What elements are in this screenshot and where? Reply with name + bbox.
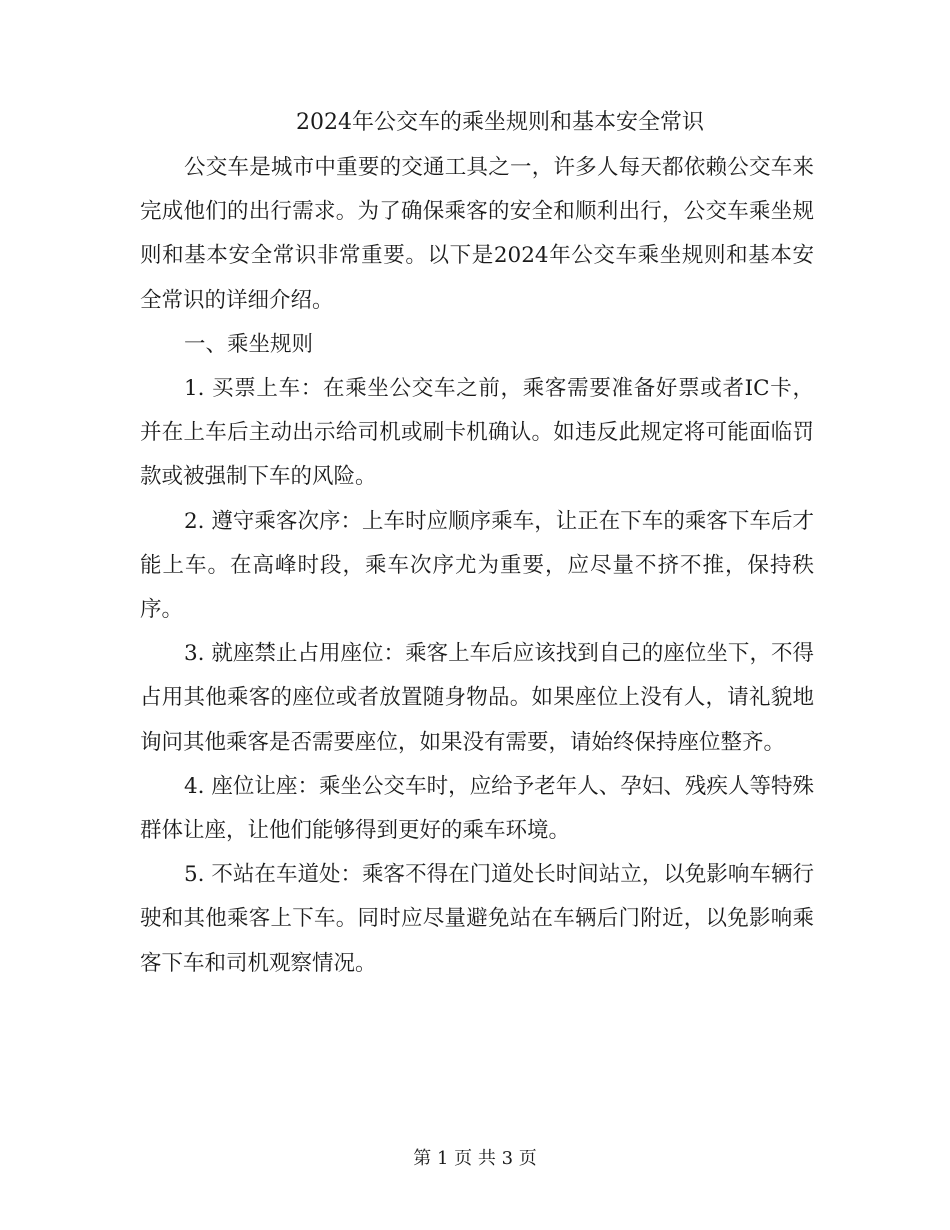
rule-4-paragraph: 4. 座位让座：乘坐公交车时，应给予老年人、孕妇、残疾人等特殊群体让座，让他们能够得到更好的乘车环境。 [140,773,814,844]
rule-1-paragraph: 1. 买票上车：在乘坐公交车之前，乘客需要准备好票或者IC卡，并在上车后主动出示给司机或刷卡机确认。如违反此规定将可能面临罚款或被强制下车的风险。 [140,376,814,490]
rule-5-paragraph: 5. 不站在车道处：乘客不得在门道处长时间站立，以免影响车辆行驶和其他乘客上下车。同时应尽量避免站在车辆后门附近，以免影响乘客下车和司机观察情况。 [140,862,814,976]
intro-paragraph: 公交车是城市中重要的交通工具之一，许多人每天都依赖公交车来完成他们的出行需求。为了确保乘客的安全和顺利出行，公交车乘坐规则和基本安全常识非常重要。以下是2024年公交车乘坐规则和基本安全常识的详细介绍。 [140,155,814,313]
rule-2-paragraph: 2. 遵守乘客次序：上车时应顺序乘车，让正在下车的乘客下车后才能上车。在高峰时段，乘车次序尤为重要，应尽量不挤不推，保持秩序。 [140,508,814,623]
document-body [140,146,814,986]
section-heading-riding-rules: 一、乘坐规则 [184,331,314,357]
page-number-footer: 第 1 页 共 3 页 [413,1148,537,1169]
rule-3-paragraph: 3. 就座禁止占用座位：乘客上车后应该找到自己的座位坐下，不得占用其他乘客的座位或者放置随身物品。如果座位上没有人，请礼貌地询问其他乘客是否需要座位，如果没有需要，请始终保持座位整齐。 [140,641,814,755]
document-title: 2024年公交车的乘坐规则和基本安全常识 [296,110,704,135]
